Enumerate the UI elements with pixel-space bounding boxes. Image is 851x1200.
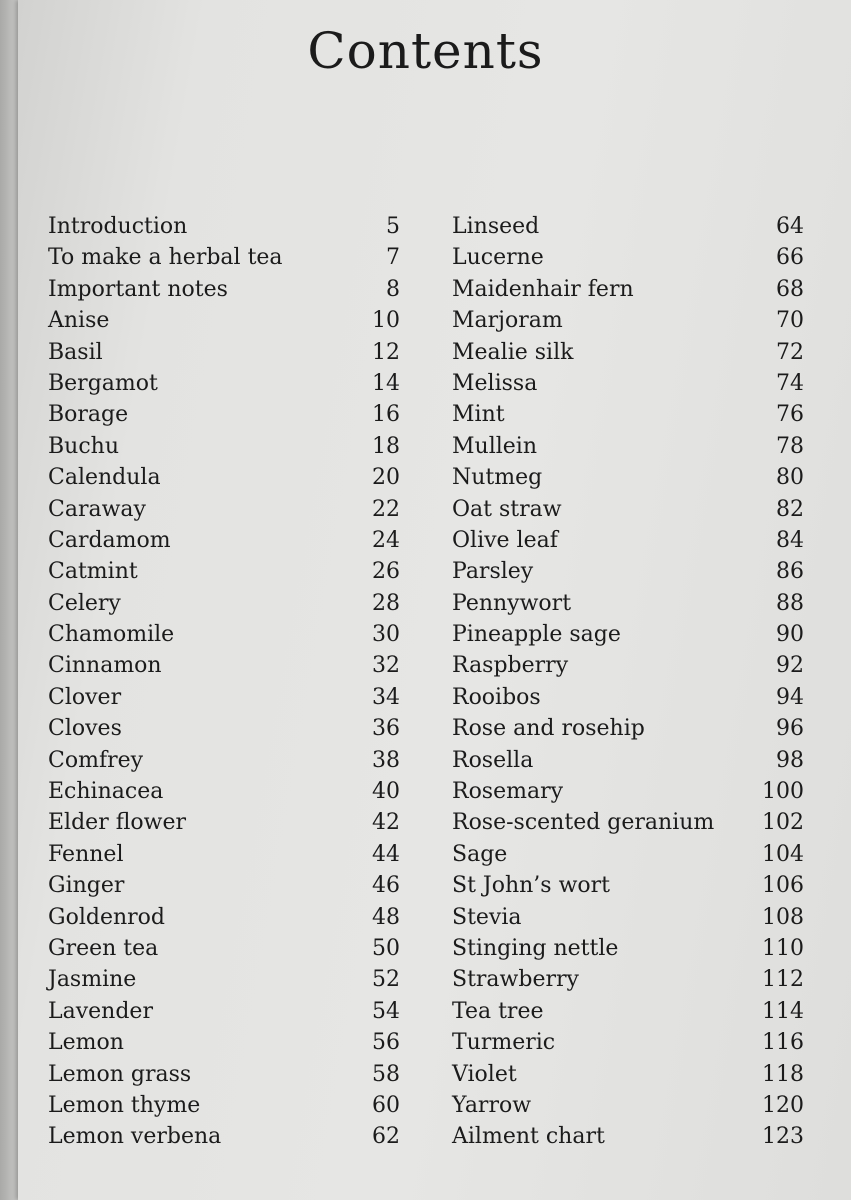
- toc-entry-label: Olive leaf: [452, 527, 558, 553]
- toc-entry: [452, 810, 804, 841]
- toc-entry-page-number: 74: [776, 370, 804, 396]
- toc-entry-page-number: 118: [762, 1061, 804, 1087]
- toc-entry: [48, 559, 400, 590]
- toc-entry-page-number: 78: [776, 433, 804, 459]
- toc-entry: [48, 434, 400, 465]
- toc-entry: [48, 497, 400, 528]
- toc-entry-label: Violet: [452, 1061, 517, 1087]
- toc-entry-label: Borage: [48, 402, 129, 428]
- toc-entry-page-number: 58: [372, 1061, 400, 1087]
- toc-entry-label: Parsley: [452, 559, 534, 585]
- toc-entry: [452, 685, 804, 716]
- toc-entry-page-number: 32: [372, 653, 400, 679]
- toc-entry-label: Rooibos: [452, 684, 541, 710]
- toc-entry: [452, 497, 804, 528]
- toc-entry: [452, 779, 804, 810]
- toc-entry: [48, 1030, 400, 1061]
- toc-entry: [452, 999, 804, 1030]
- contents-left-column: [48, 214, 400, 1156]
- toc-entry: [452, 1062, 804, 1093]
- toc-entry-page-number: 46: [372, 873, 400, 899]
- toc-entry: [48, 999, 400, 1030]
- toc-entry-label: Nutmeg: [452, 465, 543, 491]
- toc-entry-page-number: 102: [762, 810, 804, 836]
- toc-entry-label: Rose and rosehip: [452, 716, 645, 742]
- toc-entry-label: Comfrey: [48, 747, 144, 773]
- toc-entry-label: Stevia: [452, 904, 522, 930]
- toc-entry-label: Goldenrod: [48, 904, 165, 930]
- toc-entry-page-number: 20: [372, 465, 400, 491]
- toc-entry-page-number: 12: [372, 339, 400, 365]
- toc-entry-page-number: 108: [762, 904, 804, 930]
- toc-entry: [452, 842, 804, 873]
- toc-entry: [452, 371, 804, 402]
- toc-entry: [48, 810, 400, 841]
- toc-entry-page-number: 66: [776, 245, 804, 271]
- toc-entry: [48, 214, 400, 245]
- toc-entry-label: Important notes: [48, 276, 228, 302]
- toc-entry: [48, 1124, 400, 1155]
- toc-entry-label: Stinging nettle: [452, 935, 619, 961]
- toc-entry-page-number: 44: [372, 841, 400, 867]
- toc-entry: [452, 214, 804, 245]
- toc-entry: [452, 308, 804, 339]
- toc-entry-label: Echinacea: [48, 779, 164, 805]
- toc-entry: [48, 967, 400, 998]
- toc-entry: [48, 371, 400, 402]
- toc-entry-page-number: 104: [762, 841, 804, 867]
- toc-entry-label: Catmint: [48, 559, 138, 585]
- toc-entry-page-number: 14: [372, 370, 400, 396]
- toc-entry-page-number: 52: [372, 967, 400, 993]
- toc-entry-label: Ginger: [48, 873, 125, 899]
- toc-entry: [452, 967, 804, 998]
- toc-entry-label: Pennywort: [452, 590, 572, 616]
- toc-entry: [452, 936, 804, 967]
- toc-entry: [452, 434, 804, 465]
- toc-entry-label: Maidenhair fern: [452, 276, 634, 302]
- toc-entry: [48, 465, 400, 496]
- toc-entry-label: Introduction: [48, 214, 188, 239]
- toc-entry: [452, 716, 804, 747]
- book-spine-shadow: [0, 0, 18, 1200]
- toc-entry: [452, 559, 804, 590]
- toc-entry: [48, 685, 400, 716]
- toc-entry: [452, 1124, 804, 1155]
- toc-entry-label: Clover: [48, 684, 122, 710]
- toc-entry-page-number: 28: [372, 590, 400, 616]
- toc-entry-page-number: 16: [372, 402, 400, 428]
- toc-entry-label: Cinnamon: [48, 653, 162, 679]
- toc-entry-label: Lemon grass: [48, 1061, 192, 1087]
- toc-entry-label: Melissa: [452, 370, 538, 396]
- toc-entry-page-number: 8: [386, 276, 400, 302]
- toc-entry: [48, 591, 400, 622]
- toc-entry-label: Lemon: [48, 1030, 124, 1056]
- contents-right-column: [452, 214, 804, 1156]
- page-title: Contents: [307, 22, 544, 80]
- toc-entry: [48, 308, 400, 339]
- toc-entry-page-number: 22: [372, 496, 400, 522]
- toc-entry-page-number: 70: [776, 308, 804, 334]
- toc-entry: [452, 748, 804, 779]
- toc-entry-page-number: 72: [776, 339, 804, 365]
- toc-entry-page-number: 38: [372, 747, 400, 773]
- toc-entry-page-number: 60: [372, 1092, 400, 1118]
- toc-entry: [48, 528, 400, 559]
- toc-entry: [48, 1093, 400, 1124]
- toc-entry-label: Oat straw: [452, 496, 562, 522]
- toc-entry-label: Caraway: [48, 496, 146, 522]
- toc-entry-page-number: 42: [372, 810, 400, 836]
- toc-entry: [452, 905, 804, 936]
- toc-entry-label: Buchu: [48, 433, 119, 459]
- toc-entry-page-number: 90: [776, 622, 804, 648]
- toc-entry: [452, 1030, 804, 1061]
- toc-entry-label: Strawberry: [452, 967, 579, 993]
- toc-entry-label: Sage: [452, 841, 508, 867]
- toc-entry-label: Cloves: [48, 716, 122, 742]
- toc-entry-page-number: 94: [776, 684, 804, 710]
- toc-entry-label: Cardamom: [48, 527, 171, 553]
- toc-entry: [452, 528, 804, 559]
- toc-entry-page-number: 76: [776, 402, 804, 428]
- toc-entry: [48, 905, 400, 936]
- toc-entry-page-number: 123: [762, 1124, 804, 1150]
- toc-entry-page-number: 68: [776, 276, 804, 302]
- toc-entry: [48, 340, 400, 371]
- toc-entry-label: Turmeric: [452, 1030, 556, 1056]
- toc-entry-label: St John’s wort: [452, 873, 611, 899]
- toc-entry-page-number: 92: [776, 653, 804, 679]
- toc-entry-page-number: 30: [372, 622, 400, 648]
- toc-entry-label: Marjoram: [452, 308, 563, 334]
- toc-entry: [452, 465, 804, 496]
- toc-entry-page-number: 64: [776, 214, 804, 239]
- toc-entry-label: Jasmine: [48, 967, 137, 993]
- toc-entry-page-number: 116: [762, 1030, 804, 1056]
- toc-entry-label: Fennel: [48, 841, 124, 867]
- toc-entry-label: Rosemary: [452, 779, 564, 805]
- toc-entry: [48, 842, 400, 873]
- toc-entry: [48, 402, 400, 433]
- toc-entry-page-number: 48: [372, 904, 400, 930]
- toc-entry-label: Elder flower: [48, 810, 186, 836]
- toc-entry-label: Lavender: [48, 998, 153, 1024]
- toc-entry-label: Yarrow: [452, 1092, 532, 1118]
- toc-entry: [452, 622, 804, 653]
- toc-entry: [452, 591, 804, 622]
- toc-entry: [48, 653, 400, 684]
- toc-entry-page-number: 106: [762, 873, 804, 899]
- toc-entry-label: Linseed: [452, 214, 540, 239]
- toc-entry-label: Lemon verbena: [48, 1124, 222, 1150]
- toc-entry-label: Basil: [48, 339, 103, 365]
- toc-entry: [452, 277, 804, 308]
- toc-entry-page-number: 10: [372, 308, 400, 334]
- toc-entry-page-number: 96: [776, 716, 804, 742]
- toc-entry-label: Rosella: [452, 747, 534, 773]
- toc-entry-page-number: 82: [776, 496, 804, 522]
- toc-entry-label: Raspberry: [452, 653, 569, 679]
- toc-entry-label: Green tea: [48, 935, 159, 961]
- toc-entry-label: Mint: [452, 402, 505, 428]
- toc-entry-label: Lemon thyme: [48, 1092, 201, 1118]
- toc-entry-page-number: 34: [372, 684, 400, 710]
- toc-entry-label: Tea tree: [452, 998, 544, 1024]
- toc-entry-page-number: 50: [372, 935, 400, 961]
- toc-entry-page-number: 26: [372, 559, 400, 585]
- toc-entry: [48, 1062, 400, 1093]
- toc-entry-page-number: 18: [372, 433, 400, 459]
- toc-entry-page-number: 56: [372, 1030, 400, 1056]
- toc-entry-page-number: 86: [776, 559, 804, 585]
- toc-entry-label: Calendula: [48, 465, 161, 491]
- toc-entry: [48, 936, 400, 967]
- toc-entry-page-number: 112: [762, 967, 804, 993]
- toc-entry-page-number: 84: [776, 527, 804, 553]
- toc-entry-page-number: 36: [372, 716, 400, 742]
- toc-entry: [452, 1093, 804, 1124]
- toc-entry-page-number: 40: [372, 779, 400, 805]
- toc-entry: [452, 653, 804, 684]
- toc-entry-label: Celery: [48, 590, 121, 616]
- toc-entry: [48, 622, 400, 653]
- toc-entry-page-number: 114: [762, 998, 804, 1024]
- toc-entry-label: Mealie silk: [452, 339, 574, 365]
- toc-entry-page-number: 88: [776, 590, 804, 616]
- toc-entry: [452, 402, 804, 433]
- toc-entry-page-number: 62: [372, 1124, 400, 1150]
- toc-entry: [48, 245, 400, 276]
- toc-entry: [452, 245, 804, 276]
- toc-entry: [48, 748, 400, 779]
- toc-entry-label: Rose-scented geranium: [452, 810, 715, 836]
- toc-entry-page-number: 98: [776, 747, 804, 773]
- toc-entry-label: Mullein: [452, 433, 537, 459]
- toc-entry-page-number: 24: [372, 527, 400, 553]
- toc-entry-page-number: 80: [776, 465, 804, 491]
- toc-entry-label: Pineapple sage: [452, 622, 621, 648]
- toc-entry-label: To make a herbal tea: [48, 245, 283, 271]
- toc-entry-label: Chamomile: [48, 622, 175, 648]
- toc-entry: [452, 340, 804, 371]
- toc-entry-page-number: 54: [372, 998, 400, 1024]
- toc-entry-label: Bergamot: [48, 370, 158, 396]
- toc-entry-page-number: 7: [386, 245, 400, 271]
- toc-entry-label: Anise: [48, 308, 110, 334]
- toc-entry-label: Ailment chart: [452, 1124, 605, 1150]
- toc-entry: [48, 277, 400, 308]
- toc-entry-page-number: 5: [386, 214, 400, 239]
- toc-entry: [48, 873, 400, 904]
- toc-entry-page-number: 120: [762, 1092, 804, 1118]
- toc-entry: [48, 779, 400, 810]
- toc-entry: [48, 716, 400, 747]
- toc-entry-label: Lucerne: [452, 245, 544, 271]
- toc-entry-page-number: 100: [762, 779, 804, 805]
- toc-entry: [452, 873, 804, 904]
- toc-entry-page-number: 110: [762, 935, 804, 961]
